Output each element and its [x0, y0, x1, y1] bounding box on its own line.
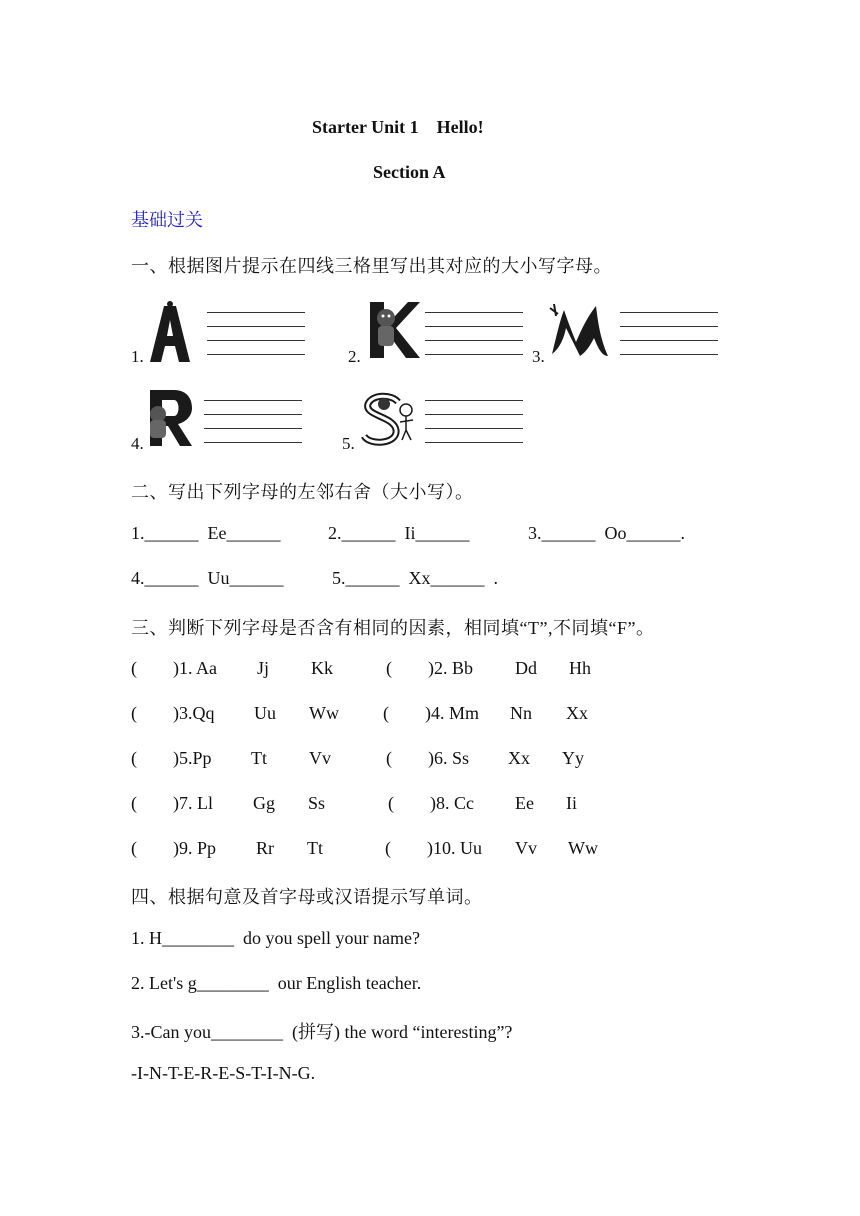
- fill-question-2: [131, 973, 421, 994]
- spelling-answer: -I-N-T-E-R-E-S-T-I-N-G.: [131, 1063, 316, 1083]
- letter-pair: Xx: [566, 703, 588, 723]
- item-number: 5.: [342, 434, 355, 453]
- letter-pair: Tt: [251, 748, 267, 768]
- item-number: 1.: [131, 347, 144, 366]
- neighbor-item[interactable]: 4.______ Uu______: [131, 568, 284, 588]
- page-title: Starter Unit 1 Hello!: [312, 117, 484, 137]
- question-text: (拼写) the word “interesting”?: [283, 1022, 513, 1042]
- letter-pair: Ww: [568, 838, 598, 858]
- part1-heading: 一、根据图片提示在四线三格里写出其对应的大小写字母。: [131, 256, 612, 276]
- answer-blank[interactable]: ________: [196, 973, 269, 993]
- letter-pair: Gg: [253, 793, 275, 813]
- judge-item[interactable]: ( )9. Pp: [131, 838, 216, 858]
- question-text: 2. Let's g: [131, 973, 197, 993]
- judge-item[interactable]: ( )1. Aa: [131, 658, 217, 678]
- neighbor-item[interactable]: 1.______ Ee______: [131, 523, 281, 543]
- writing-lines-2[interactable]: [425, 312, 523, 358]
- judge-item[interactable]: ( )3.Qq: [131, 703, 215, 723]
- letter-pair: Vv: [309, 748, 331, 768]
- letter-pair: Ww: [309, 703, 339, 723]
- answer-blank[interactable]: ________: [162, 928, 234, 948]
- letter-pair: Dd: [515, 658, 537, 678]
- question-text: 1. H: [131, 928, 162, 948]
- item-number: 4.: [131, 434, 144, 453]
- letter-pair: Nn: [510, 703, 532, 723]
- judge-item[interactable]: ( )10. Uu: [385, 838, 482, 858]
- part2-heading: 二、写出下列字母的左邻右舍（大小写）。: [131, 482, 474, 502]
- letter-pair: Kk: [311, 658, 333, 678]
- judge-item[interactable]: ( )6. Ss: [386, 748, 470, 768]
- letter-pair: Jj: [257, 658, 270, 678]
- letter-pair: Uu: [254, 703, 276, 723]
- writing-lines-5[interactable]: [425, 400, 523, 446]
- neighbor-item[interactable]: 2.______ Ii______: [328, 523, 470, 543]
- judge-item[interactable]: ( )8. Cc: [388, 793, 474, 813]
- item-number: 3.: [532, 347, 545, 366]
- letter-pair: Yy: [562, 748, 584, 768]
- letter-pair: Xx: [508, 748, 530, 768]
- letter-m-picture: [546, 298, 616, 362]
- writing-lines-3[interactable]: [620, 312, 718, 358]
- section-title: Section A: [373, 162, 446, 182]
- item-number: 2.: [348, 347, 361, 366]
- fill-question-1: [131, 928, 420, 949]
- question-text: our English teacher.: [268, 973, 422, 993]
- letter-pair: Ss: [308, 793, 326, 813]
- letter-r-picture: [144, 386, 196, 450]
- letter-pair: Rr: [256, 838, 274, 858]
- question-text: 3.-Can you: [131, 1022, 211, 1042]
- basics-heading: 基础过关: [131, 210, 203, 230]
- judge-item[interactable]: ( )2. Bb: [386, 658, 473, 678]
- judge-item[interactable]: ( )5.Pp: [131, 748, 212, 768]
- letter-pair: Tt: [307, 838, 323, 858]
- writing-lines-1[interactable]: [207, 312, 305, 358]
- letter-a-picture: [146, 298, 194, 364]
- letter-pair: Ee: [515, 793, 534, 813]
- neighbor-item[interactable]: 3.______ Oo______.: [528, 523, 685, 543]
- letter-k-picture: [364, 298, 422, 362]
- fill-question-3: [131, 1018, 512, 1044]
- part4-heading: 四、根据句意及首字母或汉语提示写单词。: [131, 887, 483, 907]
- writing-lines-4[interactable]: [204, 400, 302, 446]
- question-text: do you spell your name?: [234, 928, 420, 948]
- judge-item[interactable]: ( )4. Mm: [383, 703, 479, 723]
- part3-heading: 三、判断下列字母是否含有相同的因素，相同填“T”,不同填“F”。: [131, 618, 655, 638]
- judge-item[interactable]: ( )7. Ll: [131, 793, 213, 813]
- neighbor-item[interactable]: 5.______ Xx______ .: [332, 568, 498, 588]
- letter-pair: Hh: [569, 658, 591, 678]
- letter-s-picture: [358, 388, 422, 450]
- letter-pair: Vv: [515, 838, 537, 858]
- letter-pair: Ii: [566, 793, 577, 813]
- answer-blank[interactable]: ________: [211, 1022, 283, 1042]
